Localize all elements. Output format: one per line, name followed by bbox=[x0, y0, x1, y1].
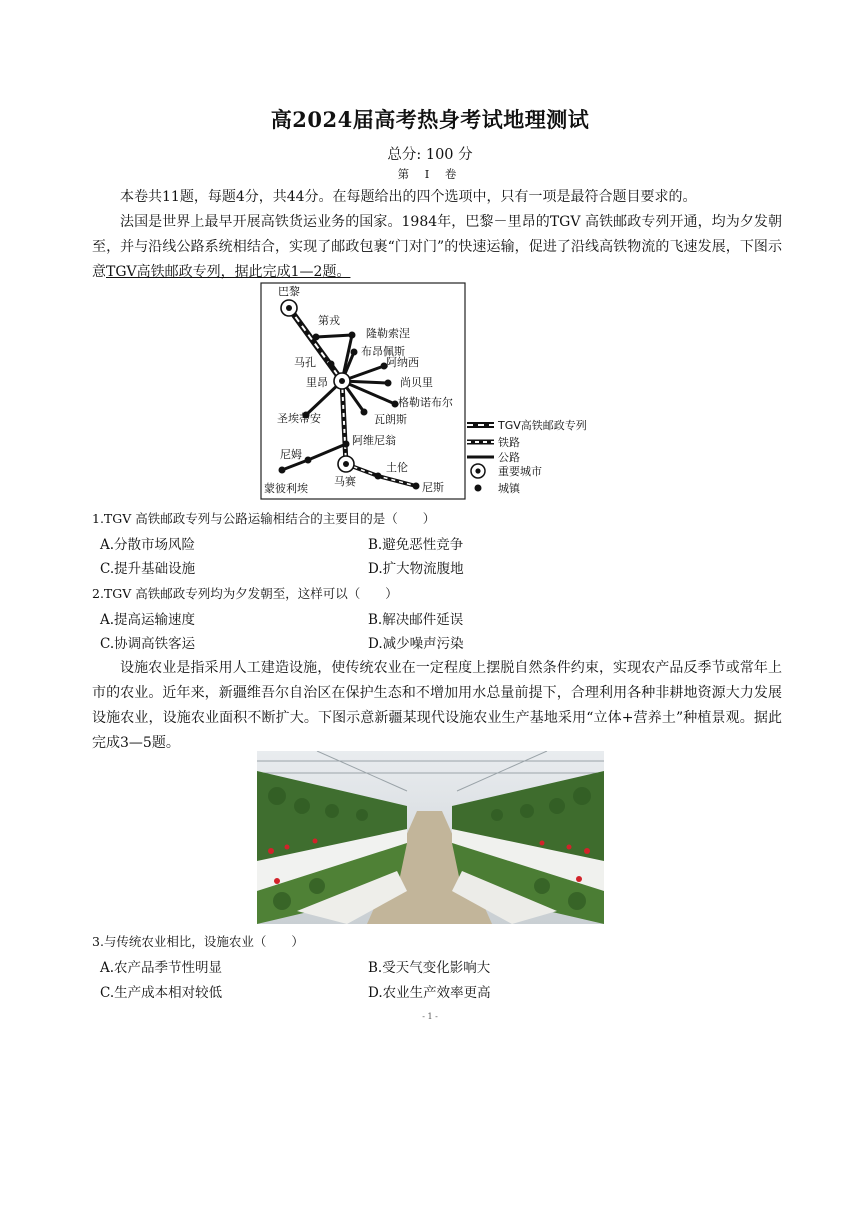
label-paris: 巴黎 bbox=[278, 285, 300, 298]
q3-option-b: B.受天气变化影响大 bbox=[368, 960, 491, 976]
passage-1 bbox=[92, 210, 782, 285]
label-montpellier: 蒙彼利埃 bbox=[264, 482, 308, 495]
label-lons: 隆勒索涅 bbox=[366, 327, 410, 340]
label-macon: 马孔 bbox=[294, 356, 316, 369]
q3-option-c: C.生产成本相对较低 bbox=[100, 985, 223, 1001]
passage-2: 设施农业是指采用人工建造设施，使传统农业在一定程度上摆脱自然条件约束，实现农产品反季节或常年上市的农业。近年来，新疆维吾尔自治区在保护生态和不增加用水总量前提下，合理利用各种非耕地资源大力发展设施农业，设施农业面积不断扩大。下图示意新疆某现代设施农业生产基地采用“立体+营养土”种植景观。据此完成3—5题。 bbox=[92, 660, 782, 751]
q1-option-d: D.扩大物流腹地 bbox=[368, 561, 464, 577]
page-number: - 1 - bbox=[422, 1012, 438, 1021]
label-lyon: 里昂 bbox=[306, 376, 328, 389]
question-1-stem: 1.TGV 高铁邮政专列与公路运输相结合的主要目的是（ ） bbox=[92, 511, 436, 526]
label-marseille: 马赛 bbox=[334, 475, 356, 488]
q1-option-b: B.避免恶性竞争 bbox=[368, 537, 464, 553]
tgv-map-figure bbox=[256, 280, 606, 502]
legend-major-city: 重要城市 bbox=[498, 465, 542, 478]
q1-option-c: C.提升基础设施 bbox=[100, 561, 196, 577]
label-dijon: 第戎 bbox=[318, 314, 340, 327]
q3-option-a: A.农产品季节性明显 bbox=[100, 960, 223, 976]
label-st-etienne: 圣埃蒂安 bbox=[277, 412, 321, 425]
legend-town: 城镇 bbox=[498, 482, 520, 495]
legend-tgv: TGV高铁邮政专列 bbox=[498, 419, 587, 432]
question-2-stem: 2.TGV 高铁邮政专列均为夕发朝至，这样可以（ ） bbox=[92, 586, 398, 601]
legend-rail: 铁路 bbox=[498, 436, 520, 449]
label-nimes: 尼姆 bbox=[280, 448, 302, 461]
q2-option-b: B.解决邮件延误 bbox=[368, 612, 464, 628]
section-label: 第 I 卷 bbox=[397, 167, 463, 181]
q2-option-a: A.提高运输速度 bbox=[100, 612, 196, 628]
question-3-stem: 3.与传统农业相比，设施农业（ ） bbox=[92, 934, 304, 949]
passage-1-text: 法国是世界上最早开展高铁货运业务的国家。1984年，巴黎－里昂的TGV 高铁邮政专列开通，均为夕发朝至，并与沿线公路系统相结合，实现了邮政包裹“门对门”的快速运输，促进了沿线高铁物流的飞速发展，下图示意 bbox=[92, 214, 782, 280]
label-bourg: 布昂佩斯 bbox=[361, 345, 405, 358]
legend-road: 公路 bbox=[498, 451, 520, 464]
passage-1-underlined: TGV高铁邮政专列，据此完成1—2题。 bbox=[106, 264, 351, 280]
label-annecy: 阿纳西 bbox=[386, 356, 419, 369]
label-nice: 尼斯 bbox=[422, 481, 444, 494]
label-valence: 瓦朗斯 bbox=[374, 413, 407, 426]
q1-option-a: A.分散市场风险 bbox=[100, 537, 196, 553]
instructions: 本卷共11题，每题4分，共44分。在每题给出的四个选项中，只有一项是最符合题目要求的。 bbox=[120, 189, 697, 205]
q3-option-d: D.农业生产效率更高 bbox=[368, 985, 491, 1001]
label-toulon: 土伦 bbox=[386, 461, 408, 474]
map-legend bbox=[467, 418, 587, 495]
q2-option-c: C.协调高铁客运 bbox=[100, 636, 196, 652]
q2-option-d: D.减少噪声污染 bbox=[368, 636, 464, 652]
exam-title: 高2024届高考热身考试地理测试 bbox=[270, 107, 590, 132]
greenhouse-photo bbox=[257, 751, 604, 924]
total-score: 总分: 100 分 bbox=[387, 147, 473, 163]
label-chambery: 尚贝里 bbox=[400, 376, 433, 389]
label-avignon: 阿维尼翁 bbox=[352, 434, 396, 447]
label-grenoble: 格勒诺布尔 bbox=[398, 396, 453, 409]
